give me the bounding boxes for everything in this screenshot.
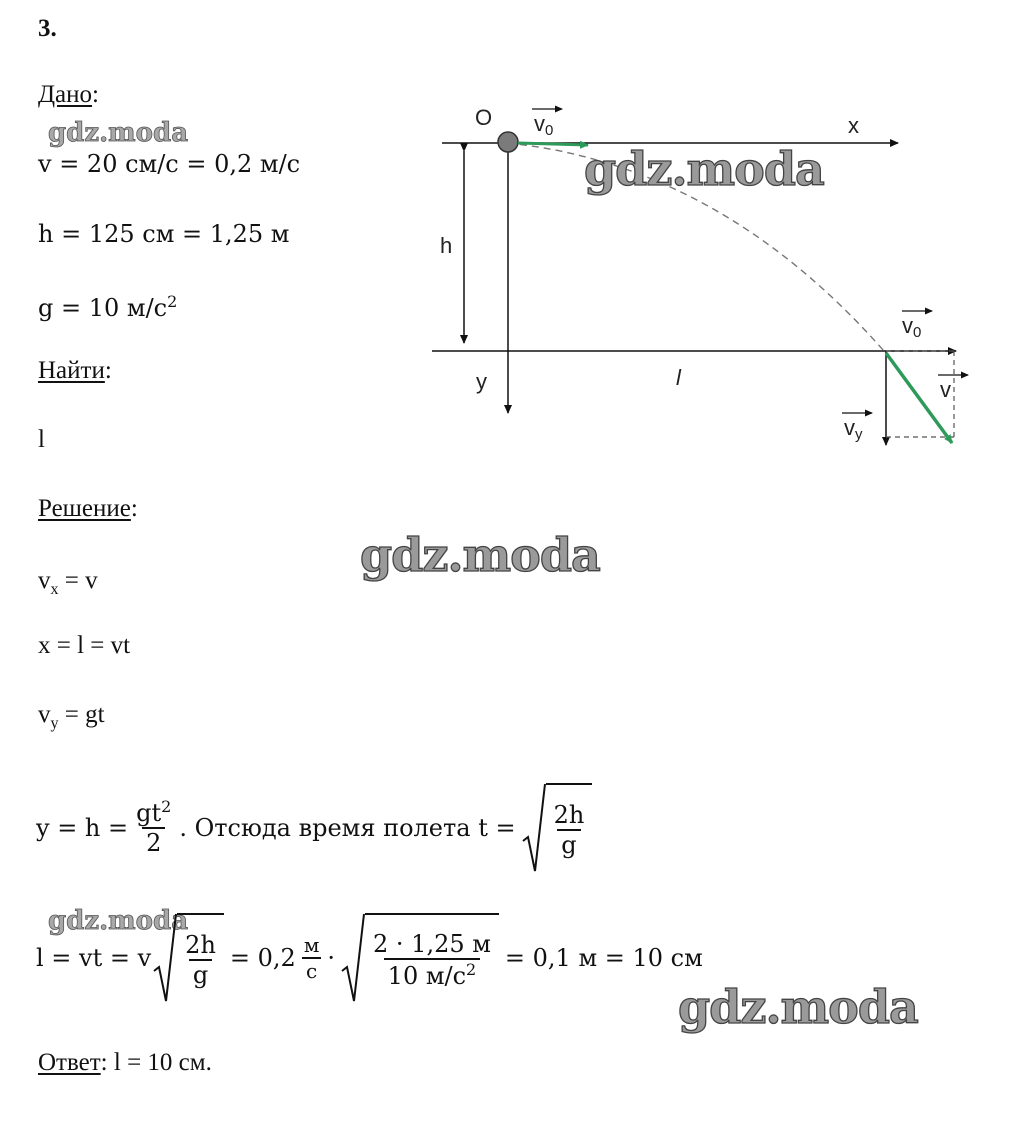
watermark-diagram: gdz.moda <box>584 142 824 196</box>
radical-sign-icon <box>341 913 365 1003</box>
solution-x: x = l = vt <box>38 632 131 659</box>
sqrt-2h-over-g-2 <box>153 913 224 1003</box>
v0-end-label-sub: 0 <box>913 324 922 341</box>
vy-rest: = gt <box>58 701 105 728</box>
given-g-base: g = 10 м/с <box>38 294 168 322</box>
vy-label-sub: y <box>855 426 863 443</box>
watermark-bottom: gdz.moda <box>678 980 918 1034</box>
v0-label-sub: 0 <box>545 122 554 139</box>
origin-label: O <box>475 105 493 130</box>
l-dot: · <box>327 944 336 972</box>
find-heading-text: Найти <box>38 357 105 384</box>
l-unit-den: с <box>302 957 321 983</box>
l-lhs: l = vt = v <box>36 944 152 972</box>
vx-rest: = v <box>58 567 98 594</box>
l-unit-num: м <box>303 932 320 957</box>
formula-distance <box>36 910 703 1006</box>
watermark-small-1: gdz.moda <box>48 118 189 148</box>
radical-sign-icon <box>522 783 546 873</box>
solution-vx <box>38 566 98 605</box>
find-heading: Найти: <box>38 357 112 384</box>
v0-initial-vector <box>518 143 588 145</box>
fraction-gt2-over-2 <box>132 798 175 858</box>
v-final-label: v <box>940 377 951 402</box>
fraction-m-over-s <box>300 934 324 983</box>
l-t-den: g <box>189 959 212 990</box>
l-t-num: 2h <box>185 930 216 959</box>
answer-heading: Ответ <box>38 1049 101 1076</box>
solution-heading: Решение: <box>38 495 138 522</box>
l-result: = 0,1 м = 10 см <box>504 944 703 972</box>
v0-end-label-base: v <box>902 313 913 338</box>
find-value: l <box>38 426 45 453</box>
sqrt-numeric <box>341 913 499 1003</box>
solution-heading-text: Решение <box>38 495 131 522</box>
vy-sub: y <box>50 715 59 732</box>
l-inner-den: 10 м/с <box>387 962 467 991</box>
solution-vy <box>38 700 105 739</box>
y-den: 2 <box>142 827 165 858</box>
y-lhs: y = h = <box>36 814 129 842</box>
given-g <box>38 287 177 323</box>
given-heading: Дано: <box>38 81 99 108</box>
answer-line: Ответ: l = 10 см. <box>38 1049 212 1076</box>
ball-icon <box>498 132 518 152</box>
problem-number: 3. <box>38 15 57 42</box>
l-inner-num: 2 · 1,25 м <box>373 929 491 958</box>
radical-sign-icon <box>153 913 177 1003</box>
vy-base: v <box>38 701 51 728</box>
h-label: h <box>440 233 453 258</box>
y-num: gt <box>136 798 162 827</box>
vx-base: v <box>38 567 51 594</box>
given-g-exp: 2 <box>167 292 178 311</box>
t-den: g <box>557 829 580 860</box>
watermark-small-2: gdz.moda <box>48 906 189 936</box>
l-inner-den-exp: 2 <box>466 960 477 980</box>
v0-label-base: v <box>534 111 545 136</box>
v0-label <box>534 111 553 139</box>
answer-text: l = 10 см. <box>113 1049 212 1076</box>
y-text: . Отсюда время полета t = <box>179 814 516 842</box>
given-heading-text: Дано <box>38 81 93 108</box>
vy-label-base: v <box>844 415 855 440</box>
vx-sub: x <box>50 581 59 598</box>
t-num: 2h <box>553 800 585 829</box>
x-axis-label: x <box>848 113 859 138</box>
l-mid: = 0,2 <box>229 944 296 972</box>
v0-end-label <box>902 313 921 341</box>
sqrt-2h-over-g <box>522 783 593 873</box>
given-h: h = 125 см = 1,25 м <box>38 220 290 248</box>
y-num-exp: 2 <box>161 796 172 816</box>
watermark-center: gdz.moda <box>360 528 600 582</box>
given-v: v = 20 см/с = 0,2 м/с <box>38 150 301 178</box>
y-axis-label: y <box>476 369 487 394</box>
formula-flight-time <box>36 780 592 876</box>
vy-label <box>844 415 863 443</box>
l-label: l <box>676 365 681 390</box>
